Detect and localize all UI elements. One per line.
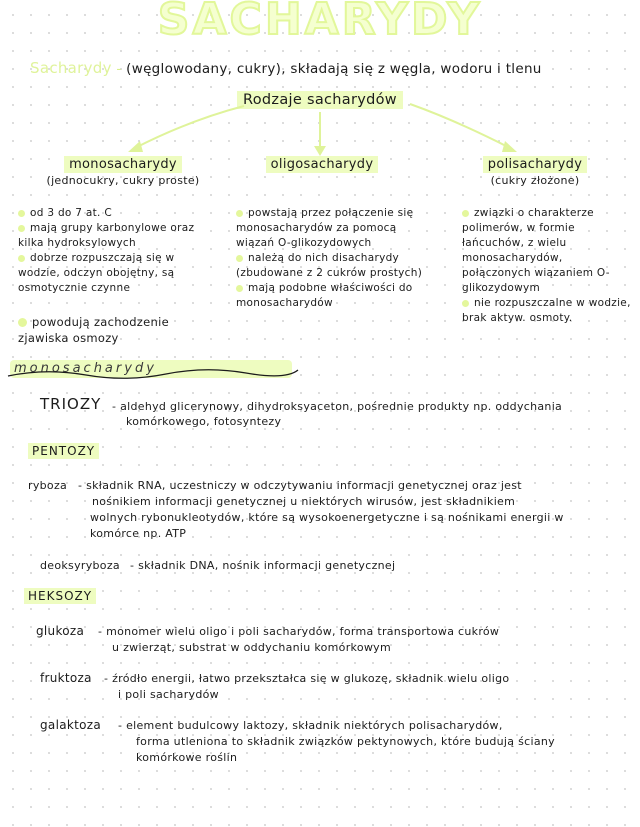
arrow-to-poli bbox=[410, 104, 510, 148]
list-item: mają podobne właściwości do monosacharydów bbox=[236, 282, 413, 309]
bullet-dot bbox=[18, 225, 25, 232]
hexoses-heading: HEKSOZY bbox=[24, 589, 96, 603]
deoksyryboza-line-1: - składnik DNA, nośnik informacji genetycznej bbox=[130, 559, 396, 572]
list-item: od 3 do 7 at. C bbox=[18, 206, 218, 221]
list-item: związki o charakterze polimerów, w formie łańcuchów, z wielu monosacharydów, połączonych wiązaniem O-glikozydowym bbox=[462, 207, 610, 294]
section-heading: monosacharydy bbox=[14, 361, 157, 376]
bullet-dot bbox=[18, 318, 27, 327]
category-oligo-header bbox=[232, 157, 412, 172]
ryboza-line-2: nośnikiem informacji genetycznej u niektórych wirusów, jest składnikiem bbox=[92, 495, 516, 508]
trioses-desc-1: - aldehyd glicerynowy, dihydroksyaceton, pośrednie produkty np. oddychania bbox=[112, 400, 563, 413]
deoksyryboza-term: deoksyryboza bbox=[40, 559, 120, 572]
fruktoza-term: fruktoza bbox=[40, 671, 92, 685]
intro-description: (węglowodany, cukry), składają się z węgla, wodoru i tlenu bbox=[126, 61, 542, 77]
category-mono-header bbox=[18, 157, 228, 187]
category-poli-title: polisacharydy bbox=[483, 156, 587, 173]
category-oligo-bullets bbox=[236, 206, 426, 311]
ryboza-line-4: komórce np. ATP bbox=[90, 527, 187, 540]
arrowhead-oligo bbox=[314, 146, 326, 156]
category-mono-title: monosacharydy bbox=[64, 156, 182, 173]
intro-dash: - bbox=[116, 61, 122, 77]
arrowhead-poli bbox=[502, 141, 517, 152]
category-poli-header bbox=[440, 157, 630, 187]
glukoza-line-1: - monomer wielu oligo i poli sacharydów, forma transportowa cukrów bbox=[98, 625, 500, 638]
galaktoza-line-1: - element budulcowy laktozy, składnik niektórych polisacharydów, bbox=[118, 719, 503, 732]
list-item: należą do nich disacharydy (zbudowane z 2 cukrów prostych) bbox=[236, 252, 423, 279]
section-underline bbox=[6, 364, 302, 384]
category-mono-extra bbox=[18, 314, 218, 346]
category-arrows bbox=[0, 0, 640, 170]
list-item: powodują zachodzenie zjawiska osmozy bbox=[18, 315, 169, 345]
bullet-dot bbox=[236, 210, 243, 217]
trioses-desc-2: komórkowego, fotosyntezy bbox=[126, 415, 282, 428]
intro-term: Sacharydy bbox=[30, 59, 112, 77]
glukoza-line-2: u zwierząt, substrat w oddychaniu komórkowym bbox=[112, 641, 391, 654]
bullet-dot bbox=[18, 210, 25, 217]
list-item: powstają przez połączenie się monosacharydów za pomocą wiązań O-glikozydowych bbox=[236, 207, 414, 249]
fruktoza-line-1: - źródło energii, łatwo przekształca się w glukozę, składnik wielu oligo bbox=[104, 672, 510, 685]
glukoza-term: glukoza bbox=[36, 624, 85, 638]
list-item: nie rozpuszczalne w wodzie, brak aktyw. osmoty. bbox=[462, 297, 631, 324]
category-poli-subtitle: (cukry złożone) bbox=[490, 174, 580, 187]
types-heading: Rodzaje sacharydów bbox=[237, 91, 403, 109]
page-title: SACHARYDY bbox=[157, 0, 483, 45]
category-mono-subtitle: (jednocukry, cukry proste) bbox=[46, 174, 200, 187]
galaktoza-line-2: forma utleniona to składnik związków pektynowych, które budują ściany bbox=[136, 735, 555, 748]
galaktoza-term: galaktoza bbox=[40, 718, 102, 732]
trioses-term: TRIOZY bbox=[40, 395, 102, 413]
list-item: dobrze rozpuszczają się w wodzie, odczyn obojętny, są osmotycznie czynne bbox=[18, 252, 175, 294]
arrowhead-mono bbox=[128, 141, 143, 152]
ryboza-line-1: - składnik RNA, uczestniczy w odczytywaniu informacji genetycznej oraz jest bbox=[78, 479, 522, 492]
pentoses-heading: PENTOZY bbox=[28, 444, 99, 458]
arrow-to-mono bbox=[135, 106, 244, 148]
bullet-dot bbox=[236, 255, 243, 262]
ryboza-term: ryboza bbox=[28, 479, 68, 492]
category-poli-bullets bbox=[462, 206, 632, 326]
bullet-dot bbox=[462, 210, 469, 217]
category-mono-bullets bbox=[18, 206, 218, 296]
list-item: mają grupy karbonylowe oraz kilka hydroksylowych bbox=[18, 222, 195, 249]
ryboza-line-3: wolnych rybonukleotydów, które są wysokoenergetyczne i są nośnikami energii w bbox=[90, 511, 564, 524]
galaktoza-line-3: komórkowe roślin bbox=[136, 751, 238, 764]
bullet-dot bbox=[236, 285, 243, 292]
category-oligo-title: oligosacharydy bbox=[266, 156, 379, 173]
bullet-dot bbox=[18, 255, 25, 262]
bullet-dot bbox=[462, 300, 469, 307]
fruktoza-line-2: i poli sacharydów bbox=[118, 688, 219, 701]
